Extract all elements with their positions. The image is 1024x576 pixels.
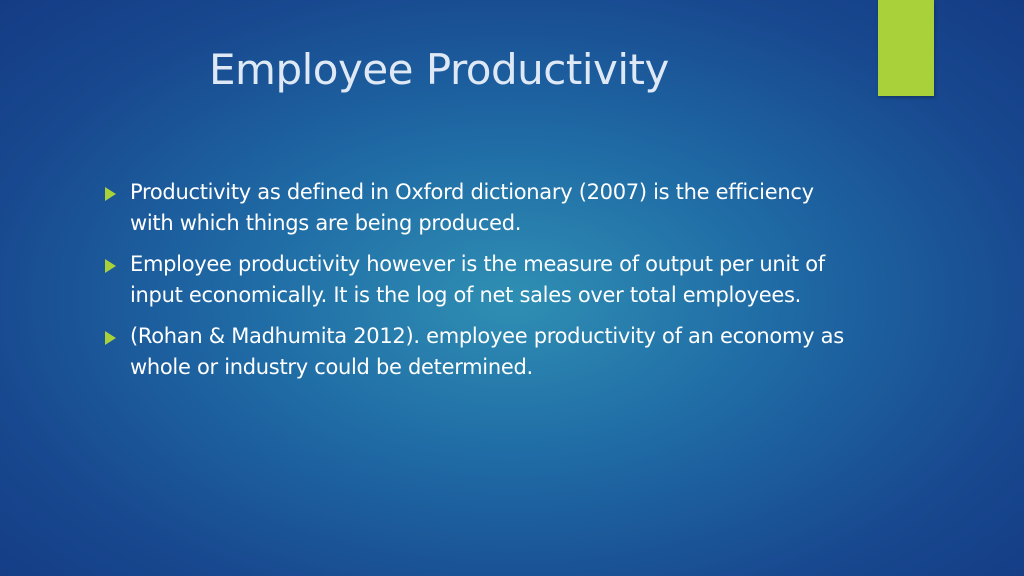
bullet-text: Employee productivity however is the measure of output per unit of input economically. It is the log of net sales over total employees. — [130, 252, 825, 307]
bullet-item — [100, 177, 860, 239]
bullet-arrow-icon — [105, 187, 116, 201]
bullet-arrow-icon — [105, 259, 116, 273]
bullet-item — [100, 249, 860, 311]
bullet-text: Productivity as defined in Oxford dictionary (2007) is the efficiency with which things are being produced. — [130, 180, 814, 235]
accent-bar — [878, 0, 934, 96]
bullet-arrow-icon — [105, 331, 116, 345]
slide-title: Employee Productivity — [209, 45, 669, 94]
bullet-item — [100, 321, 860, 383]
bullet-list — [100, 177, 860, 393]
bullet-text: (Rohan & Madhumita 2012). employee productivity of an economy as whole or industry could be determined. — [130, 324, 844, 379]
